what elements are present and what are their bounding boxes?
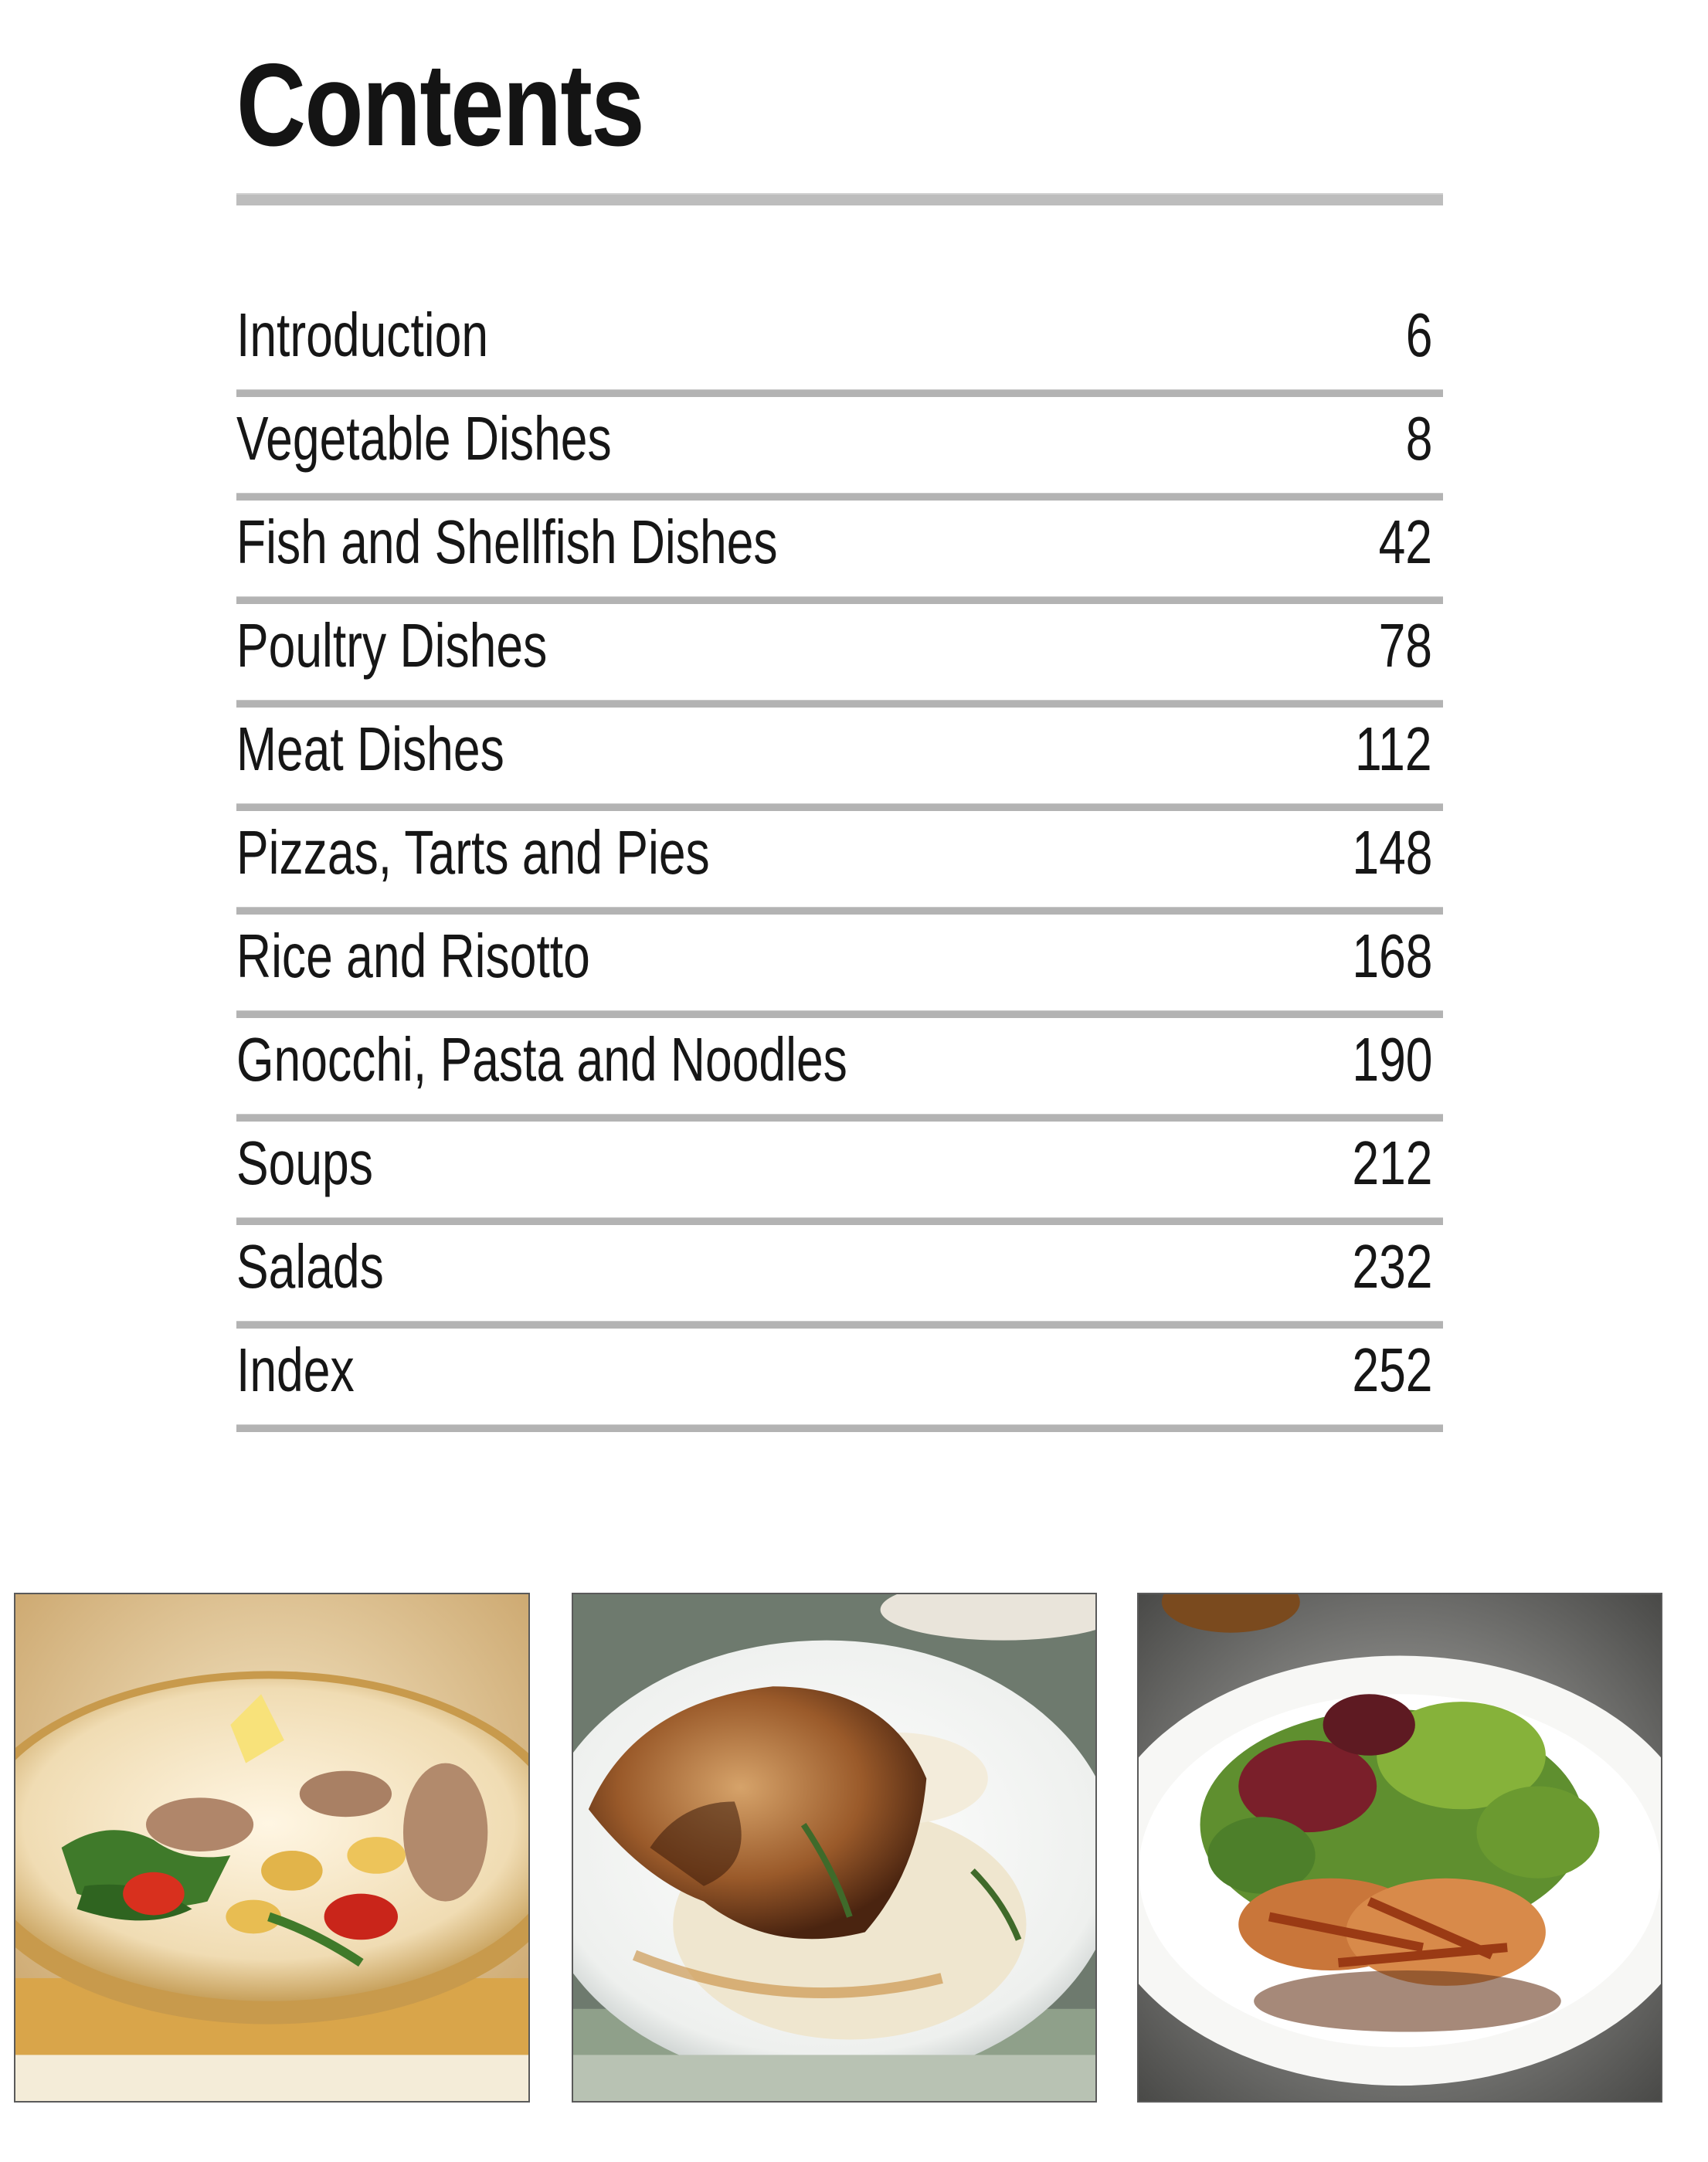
- toc-entry-page: 168: [1351, 921, 1432, 990]
- toc-entry-introduction[interactable]: [236, 294, 1443, 397]
- food-photo-vegetable-plate-image: [15, 1594, 528, 2101]
- toc-entry-title: Poultry Dishes: [236, 611, 548, 680]
- toc-entry-title: Fish and Shellfish Dishes: [236, 507, 778, 576]
- toc-entry-title: Meat Dishes: [236, 714, 504, 783]
- toc-entry-vegetable-dishes[interactable]: [236, 397, 1443, 501]
- toc-entry-page: 112: [1355, 714, 1432, 783]
- page-title: Contents: [236, 39, 643, 171]
- toc-entry-page: 212: [1351, 1129, 1432, 1197]
- food-photo-vegetable-plate: [14, 1593, 530, 2103]
- toc-entry-page: 78: [1378, 611, 1432, 680]
- toc-entry-title: Index: [236, 1336, 355, 1404]
- toc-entry-page: 148: [1351, 818, 1432, 887]
- toc-entry-page: 232: [1351, 1232, 1432, 1301]
- toc-entry-page: 190: [1351, 1025, 1432, 1094]
- title-divider: [236, 193, 1443, 205]
- toc-entry-page: 6: [1405, 300, 1432, 369]
- toc-entry-meat-dishes[interactable]: [236, 708, 1443, 811]
- toc-entry-title: Soups: [236, 1129, 373, 1197]
- toc-entry-title: Pizzas, Tarts and Pies: [236, 818, 710, 887]
- toc-entry-page: 42: [1378, 507, 1432, 576]
- contents-list: [236, 294, 1443, 1432]
- toc-entry-fish-and-shellfish-dishes[interactable]: [236, 501, 1443, 604]
- toc-entry-pizzas-tarts-and-pies[interactable]: [236, 811, 1443, 915]
- toc-entry-title: Introduction: [236, 300, 489, 369]
- toc-entry-gnocchi-pasta-and-noodles[interactable]: [236, 1018, 1443, 1122]
- toc-entry-rice-and-risotto[interactable]: [236, 915, 1443, 1018]
- toc-entry-poultry-dishes[interactable]: [236, 604, 1443, 708]
- toc-entry-title: Gnocchi, Pasta and Noodles: [236, 1025, 847, 1094]
- toc-entry-title: Rice and Risotto: [236, 921, 590, 990]
- food-photo-chicken-salad-image: [1139, 1594, 1661, 2101]
- toc-entry-salads[interactable]: [236, 1225, 1443, 1329]
- food-photo-chicken-salad: [1137, 1593, 1662, 2103]
- toc-entry-page: 252: [1351, 1336, 1432, 1404]
- toc-entry-index[interactable]: [236, 1329, 1443, 1432]
- toc-entry-page: 8: [1405, 404, 1432, 473]
- food-photo-chop-risotto: [572, 1593, 1097, 2103]
- toc-entry-soups[interactable]: [236, 1122, 1443, 1225]
- toc-entry-title: Vegetable Dishes: [236, 404, 612, 473]
- toc-entry-title: Salads: [236, 1232, 384, 1301]
- food-photo-chop-risotto-image: [573, 1594, 1095, 2101]
